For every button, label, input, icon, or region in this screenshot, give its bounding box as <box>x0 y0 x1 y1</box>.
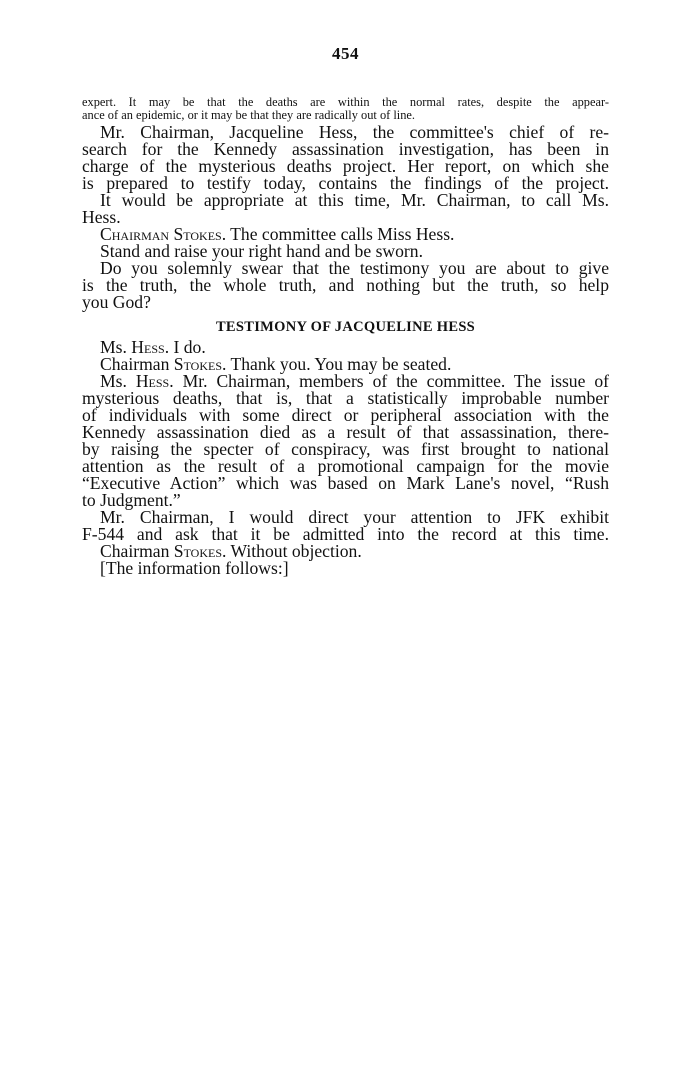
text-line: It would be appropriate at this time, Mr. Chairman, to call Ms. <box>100 190 609 210</box>
speech-text: . Without objection. <box>222 541 362 561</box>
text-line: is prepared to testify today, contains the findings of the project. <box>82 173 609 193</box>
text-line: expert. It may be that the deaths are within the normal rates, despite the appear- <box>82 95 609 109</box>
speech-text: . Mr. Chairman, members of the committee. The issue of <box>169 371 609 391</box>
text-line: of individuals with some direct or peripheral association with the <box>82 405 609 425</box>
text-line: “Executive Action” which was based on Mark Lane's novel, “Rush <box>82 473 609 493</box>
text-line: attention as the result of a promotional campaign for the movie <box>82 456 609 476</box>
section-heading: TESTIMONY OF JACQUELINE HESS <box>215 319 476 335</box>
text-line: ance of an epidemic, or it may be that they are radically out of line. <box>82 107 416 122</box>
text-line: mysterious deaths, that is, that a statistically improbable number <box>82 388 609 408</box>
speaker-prefix: Chairman <box>100 541 174 561</box>
text-line: Kennedy assassination died as a result of that assassination, there- <box>82 422 609 442</box>
text-line: Mr. Chairman, Jacqueline Hess, the committee's chief of re- <box>100 122 609 142</box>
text-line: is the truth, the whole truth, and nothing but the truth, so help <box>82 275 609 295</box>
speaker-name: Hess <box>131 337 165 357</box>
speaker-name: Stokes <box>173 354 223 374</box>
speech-text: . I do. <box>164 337 206 357</box>
speaker-prefix: Chairman <box>100 354 174 374</box>
text-line: Hess. <box>82 207 121 227</box>
text-line: search for the Kennedy assassination investigation, has been in <box>82 139 609 159</box>
text-line: F-544 and ask that it be admitted into the record at this time. <box>82 524 609 544</box>
speaker-prefix: Ms. <box>100 371 136 391</box>
text-line: charge of the mysterious deaths project. Her report, on which she <box>82 156 609 176</box>
text-line: you God? <box>82 292 151 312</box>
speaker-prefix: Ms. <box>100 337 132 357</box>
text-line: by raising the specter of conspiracy, was first brought to national <box>82 439 609 459</box>
speaker-name: Hess <box>135 371 170 391</box>
speaker-name: Stokes <box>173 541 223 561</box>
speech-text: . Thank you. You may be seated. <box>222 354 452 374</box>
text-line: Stand and raise your right hand and be sworn. <box>100 241 423 261</box>
text-line: to Judgment.” <box>82 490 181 510</box>
footnote-continuation <box>82 96 609 121</box>
speech-text: . The committee calls Miss Hess. <box>221 224 455 244</box>
page-number: 454 <box>332 44 359 63</box>
text-line: Do you solemnly swear that the testimony you are about to give <box>100 258 609 278</box>
text-line: [The information follows:] <box>100 558 289 578</box>
document-body <box>82 124 609 577</box>
speaker-name: Chairman Stokes <box>100 224 222 244</box>
text-line: Mr. Chairman, I would direct your attention to JFK exhibit <box>100 507 609 527</box>
